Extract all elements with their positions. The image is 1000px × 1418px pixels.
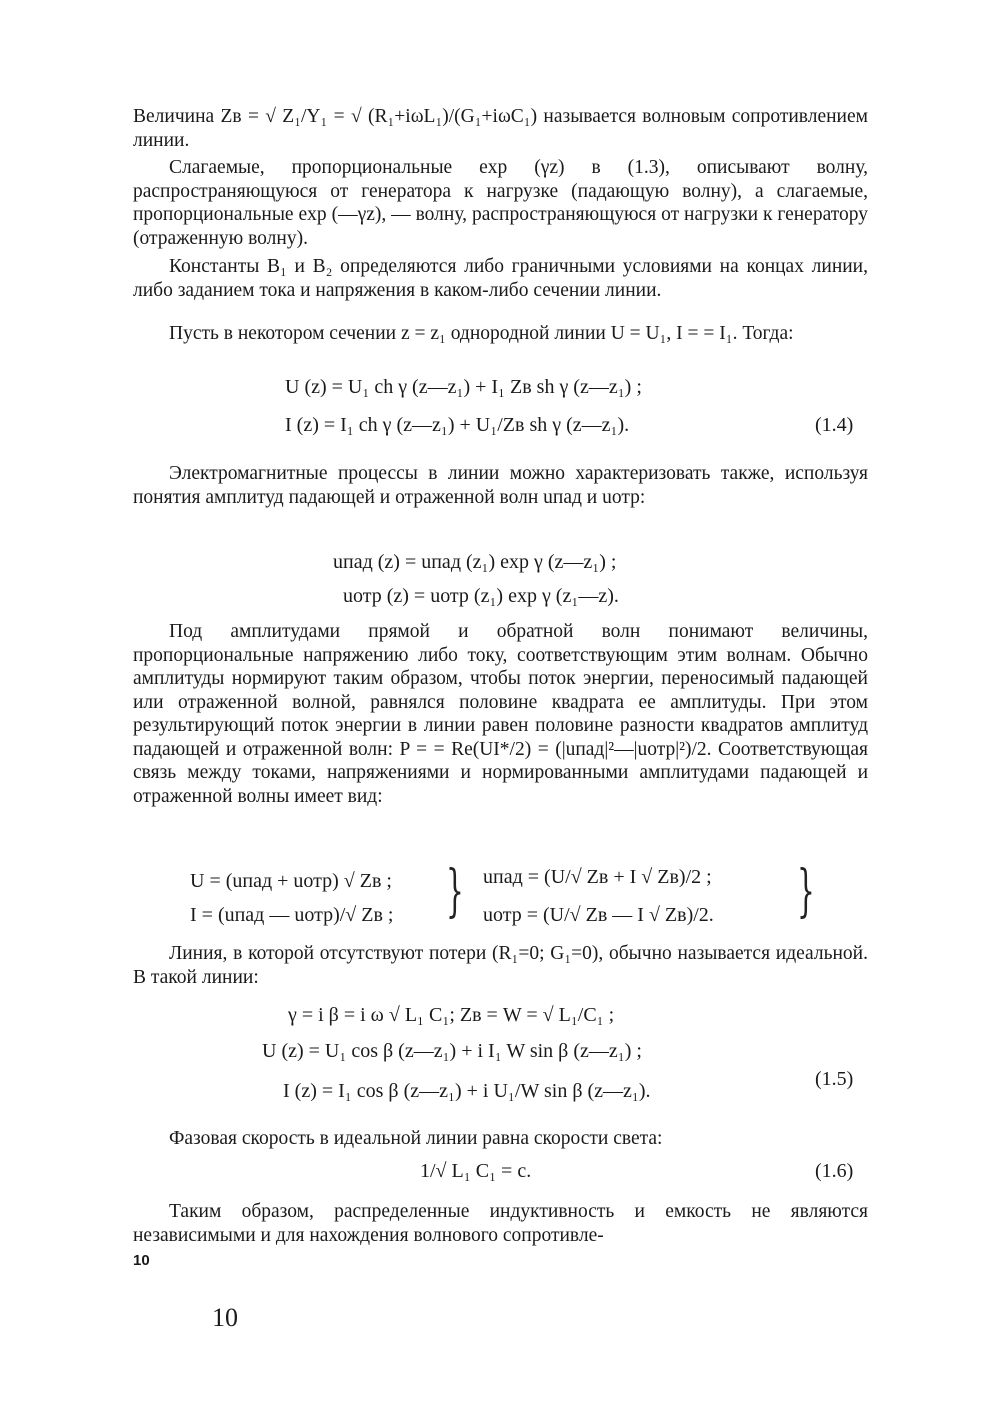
equation-system-i: I = (uпад — uотр)/√ Zв ;: [190, 904, 394, 926]
paragraph-phase-velocity: Фазовая скорость в идеальной линии равна скорости света:: [169, 1128, 663, 1149]
paragraph-amplitude-definition: Под амплитудами прямой и обратной волн понимают величины, пропорциональные напряжению либо току, соответствующим этим волнам. Обычно амплитуды нормируют таким образом, чтобы поток энергии, переносимый падающей или отраженной волной, равнялся половине квадрата ее амплитуды. При этом результирующий поток энергии в линии равен половине разности квадратов амплитуд падающей и отраженной волн: P = = Re(UI*/2) = (|uпад|²—|uотр|²)/2. Соответствующая связь между токами, напряжениями и нормированными амплитудами падающей и отраженной волны имеет вид:: [133, 621, 868, 807]
equation-number-1-6: (1.6): [815, 1160, 854, 1182]
equation-system-u-reflected: uотр = (U/√ Zв — I √ Zв)/2.: [483, 904, 714, 926]
equation-incident-wave: uпад (z) = uпад (z₁) exp γ (z—z₁) ;: [333, 551, 617, 573]
paragraph-wave-impedance: Величина Zв = √ Z₁/Y₁ = √ (R₁+iωL₁)/(G₁+iωC₁) называется волновым сопротивлением линии.: [133, 106, 868, 151]
equation-number-1-4: (1.4): [815, 414, 854, 436]
equation-number-1-5: (1.5): [815, 1068, 854, 1090]
equation-1-5-voltage: U (z) = U₁ cos β (z—z₁) + i I₁ W sin β (z—z₁) ;: [262, 1040, 642, 1062]
paragraph-amplitudes: Электромагнитные процессы в линии можно характеризовать также, используя понятия амплитуд падающей и отраженной волн uпад и uотр:: [133, 463, 868, 508]
paragraph-ideal-line: Линия, в которой отсутствуют потери (R₁=0; G₁=0), обычно называется идеальной. В такой линии:: [133, 943, 868, 988]
paragraph-constants: Константы B₁ и B₂ определяются либо граничными условиями на концах линии, либо заданием тока и напряжения в каком-либо сечении линии.: [133, 256, 868, 301]
paragraph-conclusion: Таким образом, распределенные индуктивность и емкость не являются независимыми и для нахождения волнового сопротивле-: [133, 1201, 868, 1246]
equation-reflected-wave: uотр (z) = uотр (z₁) exp γ (z₁—z).: [343, 585, 619, 607]
equation-1-4-voltage: U (z) = U₁ ch γ (z—z₁) + I₁ Zв sh γ (z—z₁) ;: [285, 376, 642, 398]
running-page-number: 10: [133, 1252, 150, 1269]
paragraph-terms: Слагаемые, пропорциональные exp (γz) в (1.3), описывают волну, распространяющуюся от генератора к нагрузке (падающую волну), а слагаемые, пропорциональные exp (—γz), — волну, распространяющуюся от нагрузки к генератору (отраженную волну).: [133, 157, 868, 249]
right-brace-left: }: [446, 859, 464, 924]
paragraph-section: Пусть в некотором сечении z = z₁ однородной линии U = U₁, I = = I₁. Тогда:: [169, 323, 794, 344]
equation-1-5-propagation: γ = i β = i ω √ L₁ C₁; Zв = W = √ L₁/C₁ ;: [288, 1004, 615, 1026]
equation-system-u-incident: uпад = (U/√ Zв + I √ Zв)/2 ;: [483, 866, 712, 888]
right-brace-right: }: [797, 859, 815, 924]
equation-1-4-current: I (z) = I₁ ch γ (z—z₁) + U₁/Zв sh γ (z—z₁).: [285, 414, 630, 436]
equation-1-6: 1/√ L₁ C₁ = c.: [420, 1160, 532, 1182]
equation-1-5-current: I (z) = I₁ cos β (z—z₁) + i U₁/W sin β (z—z₁).: [283, 1080, 651, 1102]
page-number: 10: [212, 1303, 238, 1332]
equation-system-u: U = (uпад + uотр) √ Zв ;: [190, 870, 392, 892]
